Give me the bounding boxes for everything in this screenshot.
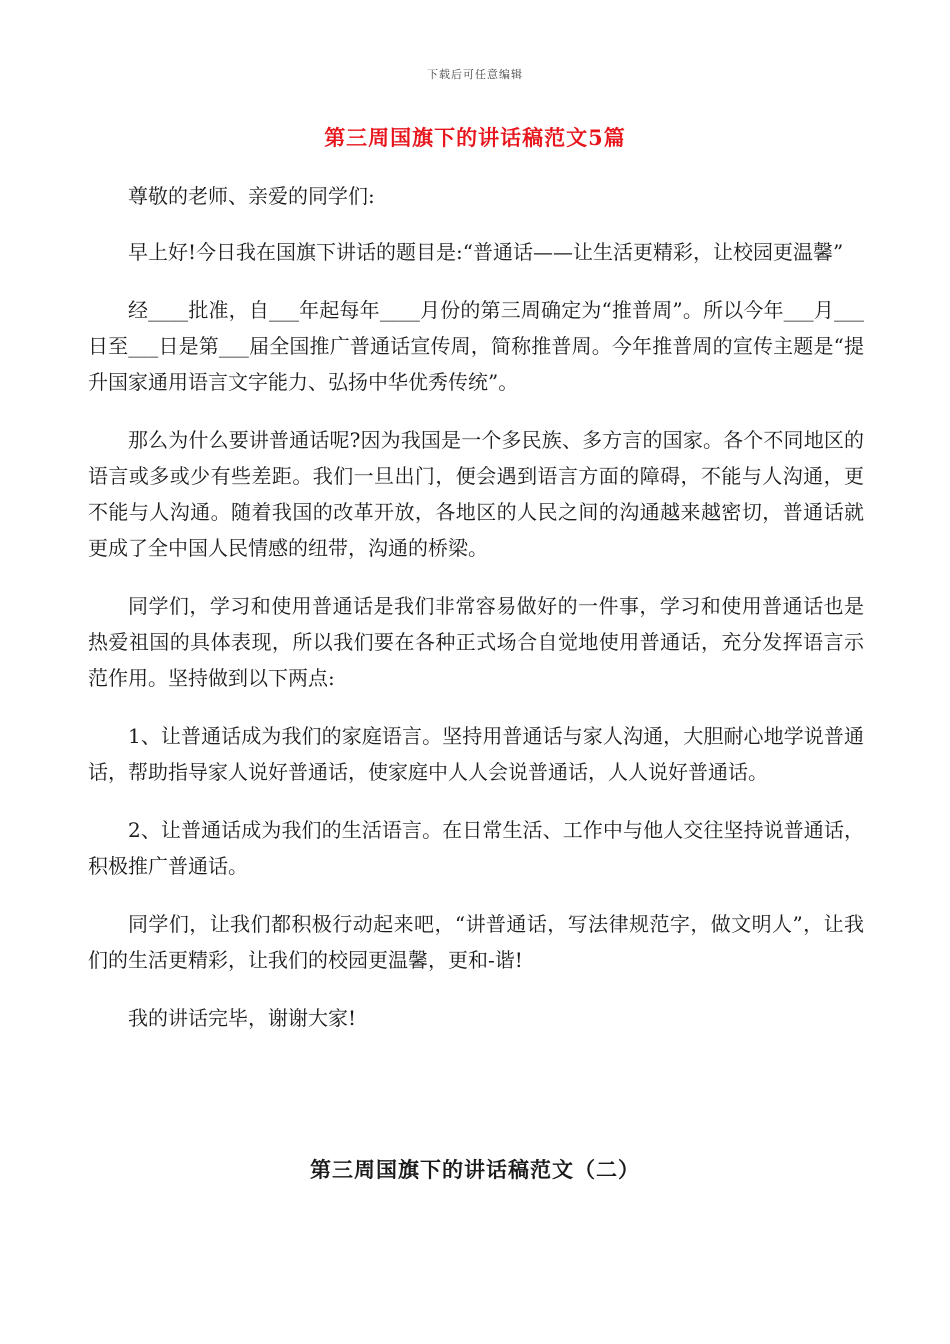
header-note: 下载后可任意编辑: [427, 68, 523, 81]
document-title: 第三周国旗下的讲话稿范文5篇: [324, 125, 626, 150]
section-title: 第三周国旗下的讲话稿范文（二）: [310, 1157, 640, 1182]
paragraph-closing: 我的讲话完毕，谢谢大家!: [128, 1006, 357, 1030]
paragraph-greeting: 尊敬的老师、亲爱的同学们:: [128, 184, 375, 208]
paragraph-reason: 那么为什么要讲普通话呢?因为我国是一个多民族、多方言的国家。各个不同地区的语言或多或少有些差距。我们一旦出门，便会遇到语言方面的障碍，不能与人沟通，更不能与人沟通。随着我国的改革开放，各地区的人民之间的沟通越来越密切，普通话就更成了全中国人民情感的纽带，沟通的桥梁。: [88, 428, 864, 560]
paragraph-action: 同学们，让我们都积极行动起来吧，“讲普通话，写法律规范字，做文明人”，让我们的生活更精彩，让我们的校园更温馨，更和-谐!: [88, 912, 864, 972]
paragraph-point-2: 2、让普通话成为我们的生活语言。在日常生活、工作中与他人交往坚持说普通话，积极推广普通话。: [88, 818, 864, 878]
paragraph-intro: 早上好!今日我在国旗下讲话的题目是:“普通话——让生活更精彩，让校园更温馨”: [128, 240, 844, 264]
paragraph-call: 同学们，学习和使用普通话是我们非常容易做好的一件事，学习和使用普通话也是热爱祖国的具体表现，所以我们要在各种正式场合自觉地使用普通话，充分发挥语言示范作用。坚持做到以下两点:: [88, 594, 864, 690]
document-body: [88, 178, 864, 1058]
paragraph-point-1: 1、让普通话成为我们的家庭语言。坚持用普通话与家人沟通，大胆耐心地学说普通话，帮助指导家人说好普通话，使家庭中人人会说普通话，人人说好普通话。: [88, 724, 864, 784]
paragraph-background: 经____批准，自___年起每年____月份的第三周确定为“推普周”。所以今年___月___日至___日是第___届全国推广普通话宣传周，简称推普周。今年推普周的宣传主题是“提升国家通用语言文字能力、弘扬中华优秀传统”。: [88, 298, 864, 394]
